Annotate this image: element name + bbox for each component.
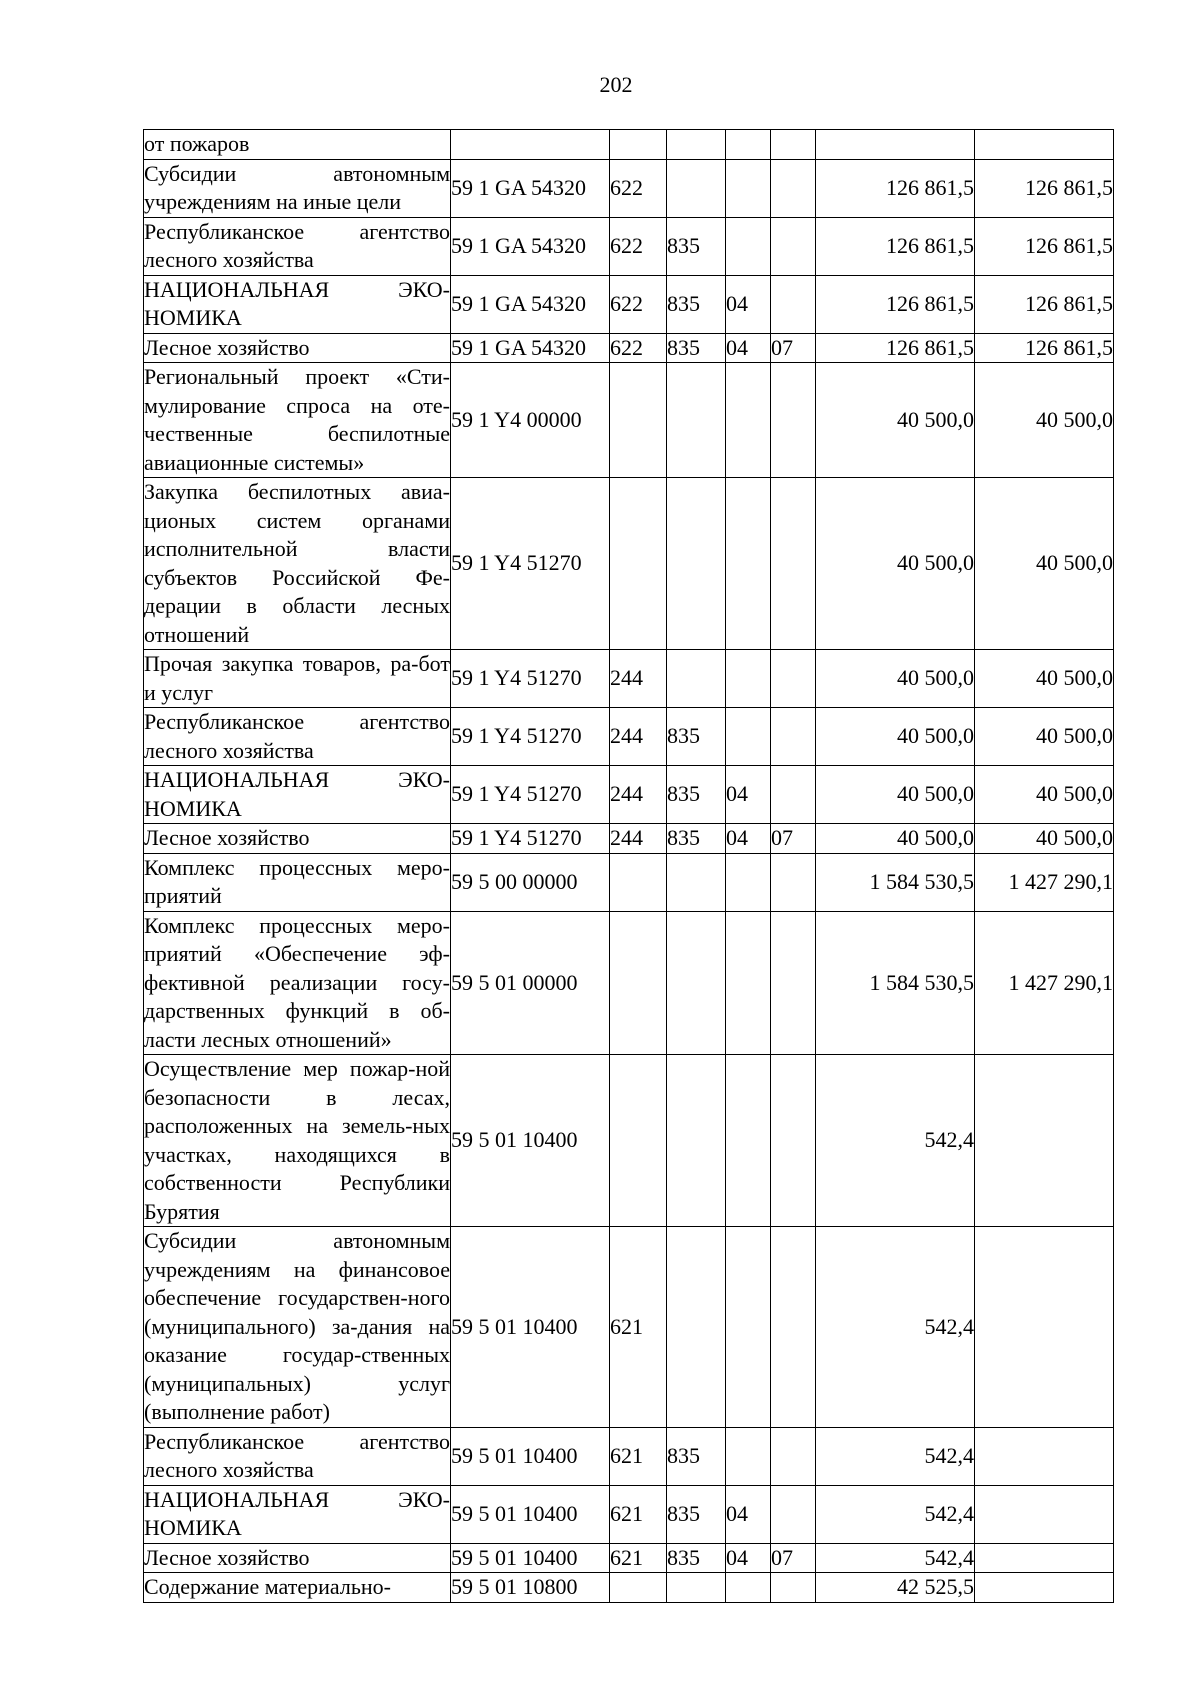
subsection-code: [771, 1055, 816, 1227]
target-article-code: 59 1 GA 54320: [451, 333, 610, 363]
amount-year-2: [975, 130, 1114, 160]
table-row: [144, 1485, 1114, 1543]
amount-year-1: 42 525,5: [816, 1573, 975, 1603]
section-code: [726, 708, 771, 766]
expense-type-code: 244: [610, 824, 667, 854]
subsection-code: [771, 708, 816, 766]
row-name: Закупка беспилотных авиа-ционых систем органами исполнительной власти субъектов Российской Фе-дерации в области лесных отношений: [144, 478, 451, 650]
row-name: Лесное хозяйство: [144, 824, 451, 854]
amount-year-1: 542,4: [816, 1427, 975, 1485]
amount-year-2: [975, 1055, 1114, 1227]
row-name: Комплекс процессных меро-приятий «Обеспечение эф-фективной реализации госу-дарственных функций в об-ласти лесных отношений»: [144, 911, 451, 1055]
row-name: Республиканское агентство лесного хозяйства: [144, 1427, 451, 1485]
subsection-code: [771, 766, 816, 824]
amount-year-1: 40 500,0: [816, 650, 975, 708]
row-name: НАЦИОНАЛЬНАЯ ЭКО-НОМИКА: [144, 1485, 451, 1543]
budget-administrator-code: [667, 911, 726, 1055]
table-row: [144, 275, 1114, 333]
expense-type-code: [610, 1573, 667, 1603]
subsection-code: [771, 650, 816, 708]
expense-type-code: [610, 1055, 667, 1227]
expense-type-code: 622: [610, 159, 667, 217]
expense-type-code: 621: [610, 1427, 667, 1485]
expense-type-code: 244: [610, 766, 667, 824]
table-row: [144, 1055, 1114, 1227]
table-row: [144, 911, 1114, 1055]
target-article-code: 59 5 01 10800: [451, 1573, 610, 1603]
amount-year-1: 126 861,5: [816, 275, 975, 333]
subsection-code: 07: [771, 1543, 816, 1573]
amount-year-1: 542,4: [816, 1055, 975, 1227]
target-article-code: 59 5 01 10400: [451, 1427, 610, 1485]
target-article-code: 59 1 Y4 51270: [451, 766, 610, 824]
target-article-code: 59 5 01 10400: [451, 1227, 610, 1428]
subsection-code: [771, 1227, 816, 1428]
subsection-code: [771, 159, 816, 217]
target-article-code: 59 1 Y4 00000: [451, 363, 610, 478]
subsection-code: [771, 911, 816, 1055]
row-name: НАЦИОНАЛЬНАЯ ЭКО-НОМИКА: [144, 766, 451, 824]
amount-year-1: 542,4: [816, 1543, 975, 1573]
target-article-code: 59 5 01 10400: [451, 1485, 610, 1543]
budget-administrator-code: 835: [667, 824, 726, 854]
table-row: [144, 1427, 1114, 1485]
target-article-code: 59 5 01 10400: [451, 1055, 610, 1227]
section-code: 04: [726, 1543, 771, 1573]
amount-year-2: 40 500,0: [975, 478, 1114, 650]
expense-type-code: 622: [610, 275, 667, 333]
row-name: от пожаров: [144, 130, 451, 160]
amount-year-1: 40 500,0: [816, 478, 975, 650]
subsection-code: [771, 130, 816, 160]
page-number: 202: [599, 72, 633, 97]
table-row: [144, 853, 1114, 911]
target-article-code: 59 1 Y4 51270: [451, 824, 610, 854]
amount-year-2: [975, 1427, 1114, 1485]
amount-year-1: 1 584 530,5: [816, 853, 975, 911]
subsection-code: [771, 217, 816, 275]
amount-year-2: 126 861,5: [975, 159, 1114, 217]
section-code: [726, 478, 771, 650]
budget-administrator-code: [667, 478, 726, 650]
target-article-code: 59 1 Y4 51270: [451, 478, 610, 650]
amount-year-1: [816, 130, 975, 160]
section-code: 04: [726, 766, 771, 824]
amount-year-2: 126 861,5: [975, 333, 1114, 363]
target-article-code: 59 1 Y4 51270: [451, 650, 610, 708]
expense-type-code: 244: [610, 708, 667, 766]
table-row: [144, 363, 1114, 478]
amount-year-2: 1 427 290,1: [975, 911, 1114, 1055]
expense-type-code: 621: [610, 1543, 667, 1573]
amount-year-1: 542,4: [816, 1485, 975, 1543]
amount-year-2: 40 500,0: [975, 766, 1114, 824]
amount-year-2: [975, 1485, 1114, 1543]
amount-year-1: 542,4: [816, 1227, 975, 1428]
subsection-code: [771, 1427, 816, 1485]
section-code: [726, 217, 771, 275]
subsection-code: [771, 1485, 816, 1543]
subsection-code: [771, 853, 816, 911]
subsection-code: [771, 478, 816, 650]
target-article-code: 59 1 Y4 51270: [451, 708, 610, 766]
amount-year-1: 40 500,0: [816, 363, 975, 478]
budget-administrator-code: [667, 1227, 726, 1428]
section-code: [726, 1573, 771, 1603]
expense-type-code: [610, 478, 667, 650]
amount-year-2: 40 500,0: [975, 708, 1114, 766]
section-code: [726, 130, 771, 160]
amount-year-2: 40 500,0: [975, 650, 1114, 708]
section-code: [726, 363, 771, 478]
budget-administrator-code: 835: [667, 708, 726, 766]
budget-administrator-code: 835: [667, 333, 726, 363]
expense-type-code: 621: [610, 1485, 667, 1543]
section-code: [726, 159, 771, 217]
expense-type-code: [610, 363, 667, 478]
target-article-code: 59 5 00 00000: [451, 853, 610, 911]
budget-administrator-code: 835: [667, 1427, 726, 1485]
budget-administrator-code: 835: [667, 766, 726, 824]
budget-administrator-code: [667, 363, 726, 478]
budget-administrator-code: [667, 130, 726, 160]
expense-type-code: 621: [610, 1227, 667, 1428]
table-row: [144, 1227, 1114, 1428]
budget-administrator-code: 835: [667, 217, 726, 275]
amount-year-1: 1 584 530,5: [816, 911, 975, 1055]
row-name: Осуществление мер пожар-ной безопасности в лесах, расположенных на земель-ных участках, находящихся в собственности Республики Бурятия: [144, 1055, 451, 1227]
table-row: [144, 766, 1114, 824]
table-row: [144, 217, 1114, 275]
budget-administrator-code: 835: [667, 1543, 726, 1573]
row-name: Субсидии автономным учреждениям на финансовое обеспечение государствен-ного (муниципального) за-дания на оказание государ-ственных (муниципальных) услуг (выполнение работ): [144, 1227, 451, 1428]
expense-type-code: [610, 911, 667, 1055]
amount-year-2: [975, 1573, 1114, 1603]
budget-administrator-code: [667, 1055, 726, 1227]
row-name: Республиканское агентство лесного хозяйства: [144, 217, 451, 275]
table-row: [144, 478, 1114, 650]
budget-administrator-code: [667, 1573, 726, 1603]
expense-type-code: 244: [610, 650, 667, 708]
target-article-code: 59 5 01 00000: [451, 911, 610, 1055]
table-row: [144, 1573, 1114, 1603]
amount-year-1: 40 500,0: [816, 824, 975, 854]
section-code: [726, 853, 771, 911]
section-code: 04: [726, 275, 771, 333]
budget-table-body: [144, 130, 1114, 1603]
table-row: [144, 650, 1114, 708]
row-name: Прочая закупка товаров, ра-бот и услуг: [144, 650, 451, 708]
amount-year-1: 126 861,5: [816, 159, 975, 217]
amount-year-2: 40 500,0: [975, 363, 1114, 478]
section-code: 04: [726, 1485, 771, 1543]
row-name: Республиканское агентство лесного хозяйства: [144, 708, 451, 766]
amount-year-1: 40 500,0: [816, 708, 975, 766]
expense-type-code: [610, 853, 667, 911]
row-name: Региональный проект «Сти-мулирование спроса на оте-чественные беспилотные авиационные системы»: [144, 363, 451, 478]
amount-year-2: [975, 1543, 1114, 1573]
target-article-code: 59 5 01 10400: [451, 1543, 610, 1573]
row-name: Лесное хозяйство: [144, 1543, 451, 1573]
target-article-code: 59 1 GA 54320: [451, 275, 610, 333]
section-code: 04: [726, 333, 771, 363]
section-code: [726, 1227, 771, 1428]
expense-type-code: 622: [610, 217, 667, 275]
row-name: Субсидии автономным учреждениям на иные цели: [144, 159, 451, 217]
target-article-code: [451, 130, 610, 160]
amount-year-2: 1 427 290,1: [975, 853, 1114, 911]
subsection-code: [771, 363, 816, 478]
row-name: Содержание материально-: [144, 1573, 451, 1603]
amount-year-2: 126 861,5: [975, 217, 1114, 275]
section-code: [726, 1427, 771, 1485]
target-article-code: 59 1 GA 54320: [451, 159, 610, 217]
budget-table: [143, 129, 1114, 1603]
table-row: [144, 708, 1114, 766]
budget-administrator-code: [667, 650, 726, 708]
subsection-code: 07: [771, 333, 816, 363]
subsection-code: [771, 275, 816, 333]
table-row: [144, 1543, 1114, 1573]
amount-year-2: 126 861,5: [975, 275, 1114, 333]
table-row: [144, 159, 1114, 217]
row-name: НАЦИОНАЛЬНАЯ ЭКО-НОМИКА: [144, 275, 451, 333]
budget-administrator-code: [667, 853, 726, 911]
amount-year-1: 126 861,5: [816, 333, 975, 363]
expense-type-code: [610, 130, 667, 160]
section-code: [726, 911, 771, 1055]
subsection-code: 07: [771, 824, 816, 854]
subsection-code: [771, 1573, 816, 1603]
row-name: Лесное хозяйство: [144, 333, 451, 363]
budget-administrator-code: [667, 159, 726, 217]
expense-type-code: 622: [610, 333, 667, 363]
table-row: [144, 824, 1114, 854]
section-code: [726, 650, 771, 708]
table-row: [144, 130, 1114, 160]
amount-year-2: 40 500,0: [975, 824, 1114, 854]
amount-year-2: [975, 1227, 1114, 1428]
section-code: 04: [726, 824, 771, 854]
row-name: Комплекс процессных меро-приятий: [144, 853, 451, 911]
table-row: [144, 333, 1114, 363]
amount-year-1: 40 500,0: [816, 766, 975, 824]
section-code: [726, 1055, 771, 1227]
budget-administrator-code: 835: [667, 1485, 726, 1543]
target-article-code: 59 1 GA 54320: [451, 217, 610, 275]
budget-administrator-code: 835: [667, 275, 726, 333]
amount-year-1: 126 861,5: [816, 217, 975, 275]
